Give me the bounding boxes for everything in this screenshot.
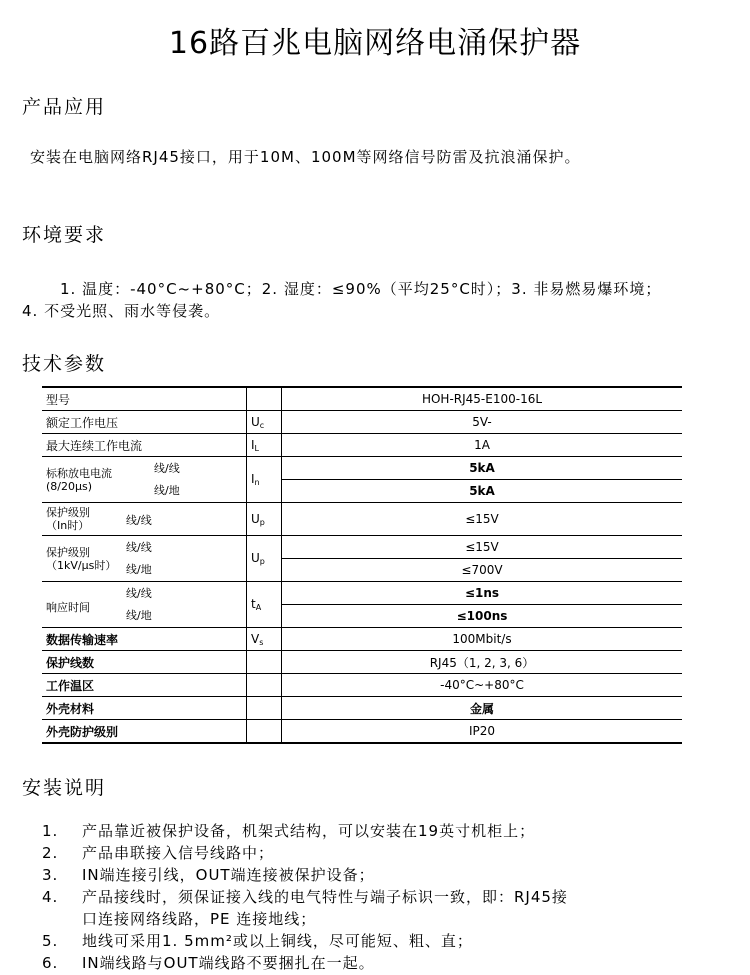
list-item: 3. IN端连接引线，OUT端连接被保护设备； [42, 866, 375, 884]
list-item: 6. IN端线路与OUT端线路不要捆扎在一起。 [42, 954, 375, 972]
table-row: 最大连续工作电流 $I_L$ 1A [42, 434, 682, 457]
table-row: 工作温区 -40°C~+80°C [42, 674, 682, 697]
table-row: 外壳材料 金属 [42, 697, 682, 720]
environment-line-1: 1. 温度：-40°C~+80°C；2. 湿度：≤90%（平均25°C时）；3. 非易燃易爆环境； [60, 280, 662, 298]
spec-table [42, 386, 682, 744]
list-item-continuation: 口连接网络线路，PE 连接地线； [82, 910, 317, 928]
max-current-value: 1A [282, 434, 683, 457]
table-row: 额定工作电压 $U_c$ 5V- [42, 411, 682, 434]
list-item: 1. 产品靠近被保护设备，机架式结构，可以安装在19英寸机柜上； [42, 822, 536, 840]
table-row [42, 387, 682, 411]
list-item: 5. 地线可采用1. 5mm²或以上铜线，尽可能短、粗、直； [42, 932, 473, 950]
model-label: 型号 [42, 387, 247, 411]
discharge-label-2: (8/20μs) [46, 479, 93, 493]
discharge-label: 标称放电电流 [46, 466, 112, 480]
table-row: 保护线数 RJ45（1, 2, 3, 6） [42, 651, 682, 674]
rated-voltage-value: 5V- [282, 411, 683, 434]
max-current-label: 最大连续工作电流 [42, 434, 247, 457]
page-title: 16路百兆电脑网络电涌保护器 [168, 26, 582, 61]
table-row: ≤700V [42, 559, 682, 582]
model-value: HOH-RJ45-E100-16L [282, 387, 683, 411]
list-item: 4. 产品接线时，须保证接入线的电气特性与端子标识一致，即：RJ45接 [42, 888, 568, 906]
environment-line-2: 4. 不受光照、雨水等侵袭。 [22, 302, 221, 320]
table-row: 外壳防护级别 IP20 [42, 720, 682, 744]
application-heading: 产品应用 [22, 96, 107, 118]
list-item: 2. 产品串联接入信号线路中； [42, 844, 275, 862]
table-row: ≤100ns [42, 605, 682, 628]
specs-heading: 技术参数 [22, 353, 107, 375]
application-text: 安装在电脑网络RJ45接口，用于10M、100M等网络信号防雷及抗浪涌保护。 [30, 148, 581, 166]
install-list [42, 820, 568, 974]
table-row: 保护级别 （1kV/μs时） 线/线 线/地 $U_p$ ≤15V [42, 536, 682, 559]
install-heading: 安装说明 [22, 777, 107, 799]
environment-heading: 环境要求 [22, 224, 107, 246]
table-row: 标称放电电流 (8/20μs) 线/线 线/地 $I_n$ 5kA [42, 457, 682, 480]
rated-voltage-label: 额定工作电压 [42, 411, 247, 434]
table-row: 保护级别 （In时） 线/线 $U_p$ ≤15V [42, 503, 682, 536]
table-row: 数据传输速率 $V_s$ 100Mbit/s [42, 628, 682, 651]
table-row: 5kA [42, 480, 682, 503]
table-row: 响应时间 线/线 线/地 $t_A$ ≤1ns [42, 582, 682, 605]
